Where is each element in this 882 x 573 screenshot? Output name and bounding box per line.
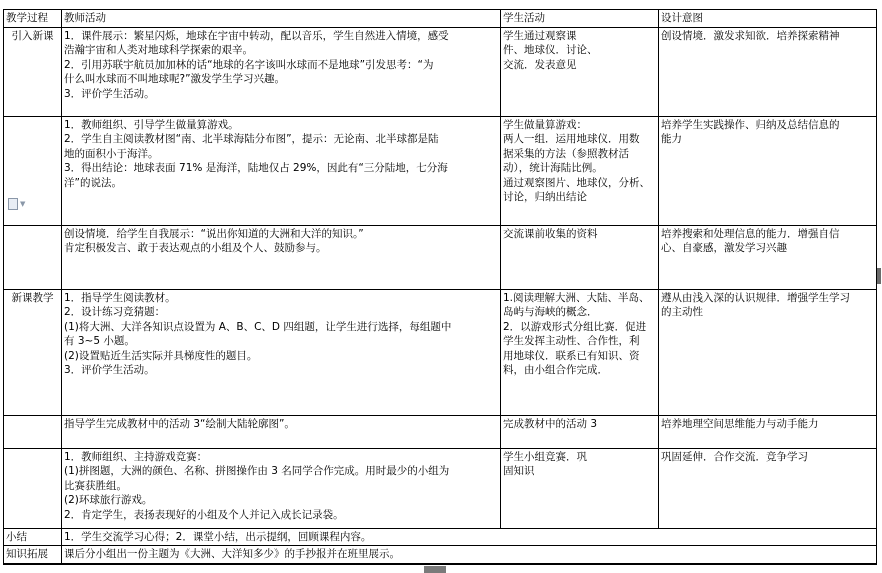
stage-cell: 引入新课 bbox=[4, 27, 62, 116]
text-line: 交流课前收集的资料 bbox=[503, 227, 598, 240]
text-line: 有 3~5 小题。 bbox=[64, 335, 135, 347]
text-line: 通过观察图片、地球仪，分析、 bbox=[503, 176, 650, 189]
text-line: (1)拼图题，大洲的颜色、名称、拼图操作由 3 名同学合作完成。用时最少的小组为 bbox=[64, 465, 450, 477]
text-line: 肯定积极发言、敢于表达观点的小组及个人、鼓励参与。 bbox=[64, 242, 327, 254]
text-line: 据采集的方法（参照教材活 bbox=[503, 147, 629, 160]
chevron-down-icon: ▼ bbox=[20, 200, 26, 208]
header-student-activity: 学生活动 bbox=[501, 10, 659, 28]
text-line: 创设情境．激发求知欲．培养探索精神 bbox=[661, 29, 840, 42]
header-teacher-activity: 教师活动 bbox=[62, 10, 501, 28]
extension-label: 知识拓展 bbox=[4, 546, 62, 564]
text-line: 学生通过观察课 bbox=[503, 29, 577, 42]
stage-cell bbox=[4, 415, 62, 448]
intent-cell bbox=[659, 27, 877, 116]
text-line: 两人一组．运用地球仪．用数 bbox=[503, 133, 640, 145]
text-line: 交流．发表意见 bbox=[503, 58, 577, 71]
text-line: 完成教材中的活动 3 bbox=[503, 417, 598, 430]
student-cell bbox=[501, 27, 659, 116]
stage-cell bbox=[4, 225, 62, 289]
text-line: 1．课件展示：繁星闪烁，地球在宇宙中转动，配以音乐，学生自然进入情境，感受 bbox=[64, 29, 449, 42]
teacher-cell bbox=[62, 116, 501, 225]
text-line: 1．教师组织、主持游戏竞赛： bbox=[64, 450, 208, 463]
student-cell bbox=[501, 116, 659, 225]
text-line: 能力 bbox=[661, 133, 682, 145]
stage-cell bbox=[4, 448, 62, 528]
teacher-cell bbox=[62, 289, 501, 415]
text-line: 培养搜索和处理信息的能力．增强自信 bbox=[661, 227, 840, 240]
header-row bbox=[4, 10, 877, 28]
intent-cell bbox=[659, 415, 877, 448]
text-line: 1．指导学生阅读教材。 bbox=[64, 291, 176, 304]
text-line: (2)环球旅行游戏。 bbox=[64, 494, 153, 506]
table-row bbox=[4, 415, 877, 448]
summary-row bbox=[4, 528, 877, 546]
teacher-cell bbox=[62, 225, 501, 289]
text-line: 用地球仪．联系已有知识、资 bbox=[503, 349, 640, 362]
text-line: 3．评价学生活动。 bbox=[64, 87, 155, 100]
text-line: 指导学生完成教材中的活动 3“绘制大陆轮廓图”。 bbox=[64, 417, 295, 430]
table-row bbox=[4, 225, 877, 289]
student-cell bbox=[501, 225, 659, 289]
student-cell bbox=[501, 448, 659, 528]
text-line: 地的面积小于海洋。 bbox=[64, 147, 159, 160]
student-cell bbox=[501, 415, 659, 448]
text-line: 什么叫水球而不叫地球呢?”激发学生学习兴趣。 bbox=[64, 73, 286, 85]
header-stage: 教学过程 bbox=[4, 10, 62, 28]
teacher-cell bbox=[62, 27, 501, 116]
text-line: 2．引用苏联宇航员加加林的话“地球的名字该叫水球而不是地球”引发思考：“为 bbox=[64, 58, 434, 71]
text-line: 洋”的说法。 bbox=[64, 176, 122, 189]
text-line: 3．评价学生活动。 bbox=[64, 364, 155, 376]
text-line: (1)将大洲、大洋各知识点设置为 A、B、C、D 四组题，让学生进行选择，每组题中 bbox=[64, 320, 452, 333]
teacher-cell bbox=[62, 415, 501, 448]
text-line: 巩固延伸．合作交流．竞争学习 bbox=[661, 450, 808, 463]
text-line: 学生做量算游戏： bbox=[503, 118, 587, 131]
text-line: 学生发挥主动性、合作性，利 bbox=[503, 335, 640, 347]
document-icon bbox=[8, 198, 18, 210]
lesson-plan-table bbox=[3, 9, 877, 565]
text-line: 心、自豪感，激发学习兴趣 bbox=[661, 242, 787, 254]
table-resize-handle[interactable] bbox=[424, 566, 446, 573]
intent-cell bbox=[659, 289, 877, 415]
text-line: 1．教师组织、引导学生做量算游戏。 bbox=[64, 118, 239, 131]
text-line: 培养地理空间思维能力与动手能力 bbox=[661, 417, 819, 430]
text-line: 遵从由浅入深的认识规律．增强学生学习 bbox=[661, 291, 850, 304]
text-line: 料，由小组合作完成． bbox=[503, 364, 608, 376]
text-line: 件、地球仪．讨论、 bbox=[503, 44, 598, 56]
extension-row bbox=[4, 546, 877, 564]
text-line: 比赛获胜组。 bbox=[64, 479, 127, 492]
text-line: 浩瀚宇宙和人类对地球科学探索的艰辛。 bbox=[64, 44, 253, 56]
summary-text: 1．学生交流学习心得；2．课堂小结，出示提纲，回顾课程内容。 bbox=[62, 528, 877, 546]
table-row bbox=[4, 289, 877, 415]
paste-options-icon[interactable] bbox=[8, 198, 30, 210]
text-line: 培养学生实践操作、归纳及总结信息的 bbox=[661, 118, 840, 131]
table-row bbox=[4, 27, 877, 116]
student-cell bbox=[501, 289, 659, 415]
teacher-cell bbox=[62, 448, 501, 528]
text-line: 学生小组竞赛．巩 bbox=[503, 450, 587, 463]
column-resize-handle[interactable] bbox=[877, 268, 881, 284]
stage-cell: 新课教学 bbox=[4, 289, 62, 415]
text-line: 动），统计海陆比例。 bbox=[503, 162, 603, 174]
text-line: 的主动性 bbox=[661, 306, 703, 318]
text-line: 2．设计练习竞猜题： bbox=[64, 306, 166, 318]
header-design-intent: 设计意图 bbox=[659, 10, 877, 28]
text-line: 2．学生自主阅读教材图“南、北半球海陆分布图”，提示：无论南、北半球都是陆 bbox=[64, 133, 439, 145]
summary-label: 小结 bbox=[4, 528, 62, 546]
intent-cell bbox=[659, 225, 877, 289]
table-row bbox=[4, 116, 877, 225]
table-row bbox=[4, 448, 877, 528]
text-line: 3．得出结论：地球表面 71% 是海洋，陆地仅占 29%，因此有“三分陆地，七分海 bbox=[64, 162, 448, 174]
intent-cell bbox=[659, 116, 877, 225]
text-line: 2．以游戏形式分组比赛．促进 bbox=[503, 320, 647, 333]
text-line: 2．肯定学生，表扬表现好的小组及个人并记入成长记录袋。 bbox=[64, 508, 344, 521]
intent-cell bbox=[659, 448, 877, 528]
text-line: 岛屿与海峡的概念． bbox=[503, 306, 598, 318]
text-line: 创设情境．给学生自我展示：“说出你知道的大洲和大洋的知识。” bbox=[64, 227, 364, 240]
text-line: (2)设置贴近生活实际并具梯度性的题目。 bbox=[64, 349, 258, 362]
text-line: 固知识 bbox=[503, 465, 535, 477]
text-line: 讨论，归纳出结论 bbox=[503, 191, 587, 203]
text-line: 1.阅读理解大洲、大陆、半岛、 bbox=[503, 291, 650, 304]
extension-text: 课后分小组出一份主题为《大洲、大洋知多少》的手抄报并在班里展示。 bbox=[62, 546, 877, 564]
